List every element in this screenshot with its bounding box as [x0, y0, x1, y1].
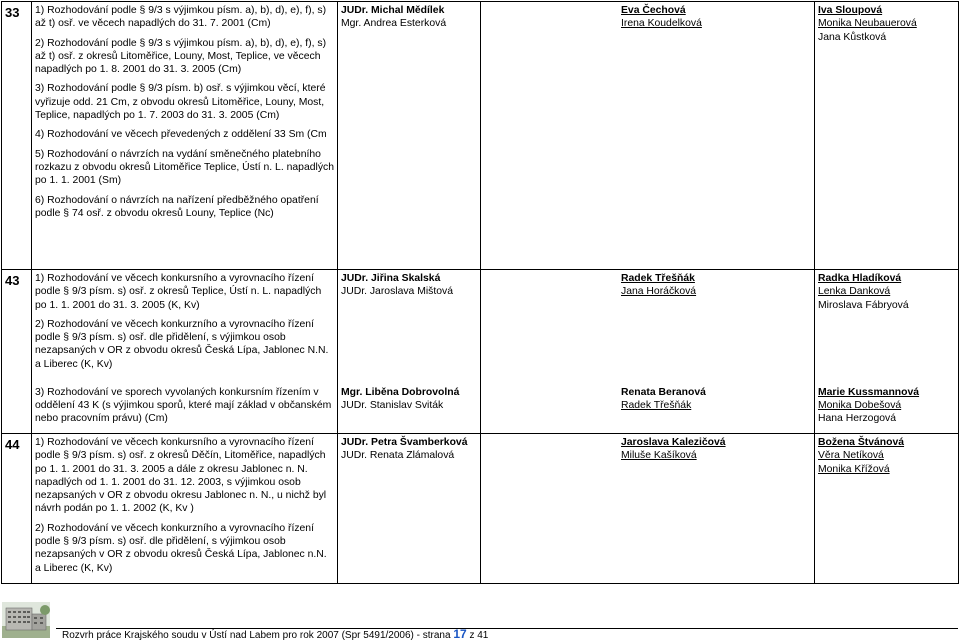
judge-name: JUDr. Stanislav Sviták — [341, 399, 444, 411]
registry-cell — [815, 2, 959, 270]
judges-cell — [338, 384, 481, 434]
secretary-name: Irena Koudelková — [621, 18, 702, 30]
secretary-name: Jana Horáčková — [621, 286, 697, 298]
footer-separator: z — [466, 630, 478, 641]
agenda-cell — [32, 2, 338, 270]
work-schedule-table — [1, 1, 959, 584]
registry-name: Hana Herzogová — [818, 413, 896, 425]
registry-name: Věra Netíková — [818, 450, 884, 462]
table-row — [2, 384, 959, 434]
judge-name: JUDr. Jaroslava Mištová — [341, 286, 454, 298]
registry-name: Marie Kussmannová — [818, 386, 920, 398]
registry-name: Lenka Danková — [818, 286, 891, 298]
registry-name: Jana Kůstková — [818, 31, 887, 43]
registry-name: Monika Dobešová — [818, 399, 902, 411]
secretaries-cell — [481, 384, 815, 434]
secretaries-cell — [481, 270, 815, 384]
agenda-cell — [32, 270, 338, 384]
secretary-name: Miluše Kašíková — [621, 450, 697, 462]
judges-cell — [338, 2, 481, 270]
agenda-item: 3) Rozhodování ve sporech vyvolaných konkursním řízením v oddělení 43 K (s výjimkou sporů, které mají základ v občanském nebo pracovním právu) (Cm) — [35, 386, 332, 425]
judge-name: JUDr. Renata Zlámalová — [341, 450, 455, 462]
judge-name: JUDr. Jiřina Skalská — [341, 273, 441, 284]
secretary-name: Jaroslava Kalezičová — [621, 437, 726, 448]
registry-name: Miroslava Fábryová — [818, 299, 909, 311]
secretaries-cell — [481, 2, 815, 270]
table-row — [2, 434, 959, 584]
department-number: 44 — [2, 434, 32, 584]
judges-cell — [338, 270, 481, 384]
judge-name: JUDr. Michal Mědílek — [341, 5, 445, 16]
agenda-cell — [32, 384, 338, 434]
page-total: 41 — [477, 630, 489, 641]
secretary-name: Eva Čechová — [621, 5, 686, 16]
registry-name: Božena Štvánová — [818, 437, 905, 448]
judge-name: JUDr. Petra Švamberková — [341, 437, 468, 448]
registry-cell — [815, 270, 959, 384]
agenda-item: 3) Rozhodování podle § 9/3 písm. b) osř. s výjimkou věcí, které vyřizuje odd. 21 Cm, z obvodu okresů Litoměřice, Louny, Most, Teplice, napadlých po 1. 7. 2003 do 31. 3. 2005 (Cm) — [35, 83, 326, 122]
agenda-item: 4) Rozhodování ve věcech převedených z oddělení 33 Sm (Cm — [35, 129, 327, 141]
secretary-name: Radek Třešňák — [621, 399, 692, 411]
secretary-name: Radek Třešňák — [621, 273, 695, 284]
table-row — [2, 2, 959, 270]
judge-name: Mgr. Liběna Dobrovolná — [341, 386, 460, 398]
registry-name: Monika Křížová — [818, 463, 890, 475]
registry-name: Radka Hladíková — [818, 273, 902, 284]
page-current: 17 — [453, 627, 467, 641]
registry-cell — [815, 384, 959, 434]
court-building-icon — [2, 602, 50, 638]
department-number: 33 — [2, 2, 32, 270]
agenda-item: 1) Rozhodování ve věcech konkursního a vyrovnacího řízení podle § 9/3 písm. s) osř. z okresů Děčín, Litoměřice, napadlých po 1. 1. 2001 do 31. 3. 2005 a dále z okresu Jablonec n. N. napadlých od 1. 1. 2001 do 31. 12. 2003, s výjimkou osob nezapsaných v OR z obvodu okresu Jablonec n. N., u nichž byl návrh podán po 1. 1. 2002 (K, Kv ) — [35, 437, 327, 515]
registry-cell — [815, 434, 959, 584]
secretary-name: Renata Beranová — [621, 386, 706, 398]
agenda-item: 1) Rozhodování podle § 9/3 s výjimkou písm. a), b), d), e), f), s) až t) osř. ve věcech napadlých do 31. 7. 2001 (Cm) — [35, 5, 327, 30]
judge-name: Mgr. Andrea Esterková — [341, 18, 447, 30]
judges-cell — [338, 434, 481, 584]
page-footer — [0, 600, 960, 640]
footer-text — [62, 627, 488, 641]
agenda-item: 1) Rozhodování ve věcech konkursního a vyrovnacího řízení podle § 9/3 písm. s) osř. z okresů Teplice, Ústí n. L. napadlých po 1. 1. 2001 do 31. 3. 2005 (K, Kv) — [35, 273, 322, 311]
agenda-item: 2) Rozhodování ve věcech konkurzního a vyrovnacího řízení podle § 9/3 písm. s) osř. dle přidělení, s výjimkou osob nezapsaných v OR z obvodu okresů Česká Lípa, Jablonec n.N. a Liberec (K, Kv) — [35, 522, 327, 574]
footer-caption: Rozvrh práce Krajského soudu v Ústí nad Labem pro rok 2007 (Spr 5491/2006) - strana — [62, 630, 454, 641]
department-number: 43 — [2, 270, 32, 434]
secretaries-cell — [481, 434, 815, 584]
agenda-item: 2) Rozhodování ve věcech konkurzního a vyrovnacího řízení podle § 9/3 písm. s) osř. dle přidělení, s výjimkou osob nezapsaných v OR z obvodu okresů Česká Lípa, Jablonec N.N. a Liberec (K, Kv) — [35, 318, 329, 370]
registry-name: Monika Neubauerová — [818, 18, 917, 30]
registry-name: Iva Sloupová — [818, 5, 883, 16]
agenda-item: 2) Rozhodování podle § 9/3 s výjimkou písm. a), b), d), e), f), s) až t) osř. z okresů Litoměřice, Louny, Most, Teplice, ve věcech napadlých po 1. 8. 2001 do 31. 3. 2005 (Cm) — [35, 37, 327, 76]
agenda-item: 6) Rozhodování o návrzích na nařízení předběžného opatření podle § 74 osř. z obvodu okresů Louny, Teplice (Nc) — [35, 194, 319, 219]
agenda-cell — [32, 434, 338, 584]
agenda-item: 5) Rozhodování o návrzích na vydání směnečného platebního rozkazu z obvodu okresů Litoměřice Teplice, Ústí n. L. napadlých po 1. 1. 2001 (Sm) — [35, 148, 334, 187]
table-row — [2, 270, 959, 384]
